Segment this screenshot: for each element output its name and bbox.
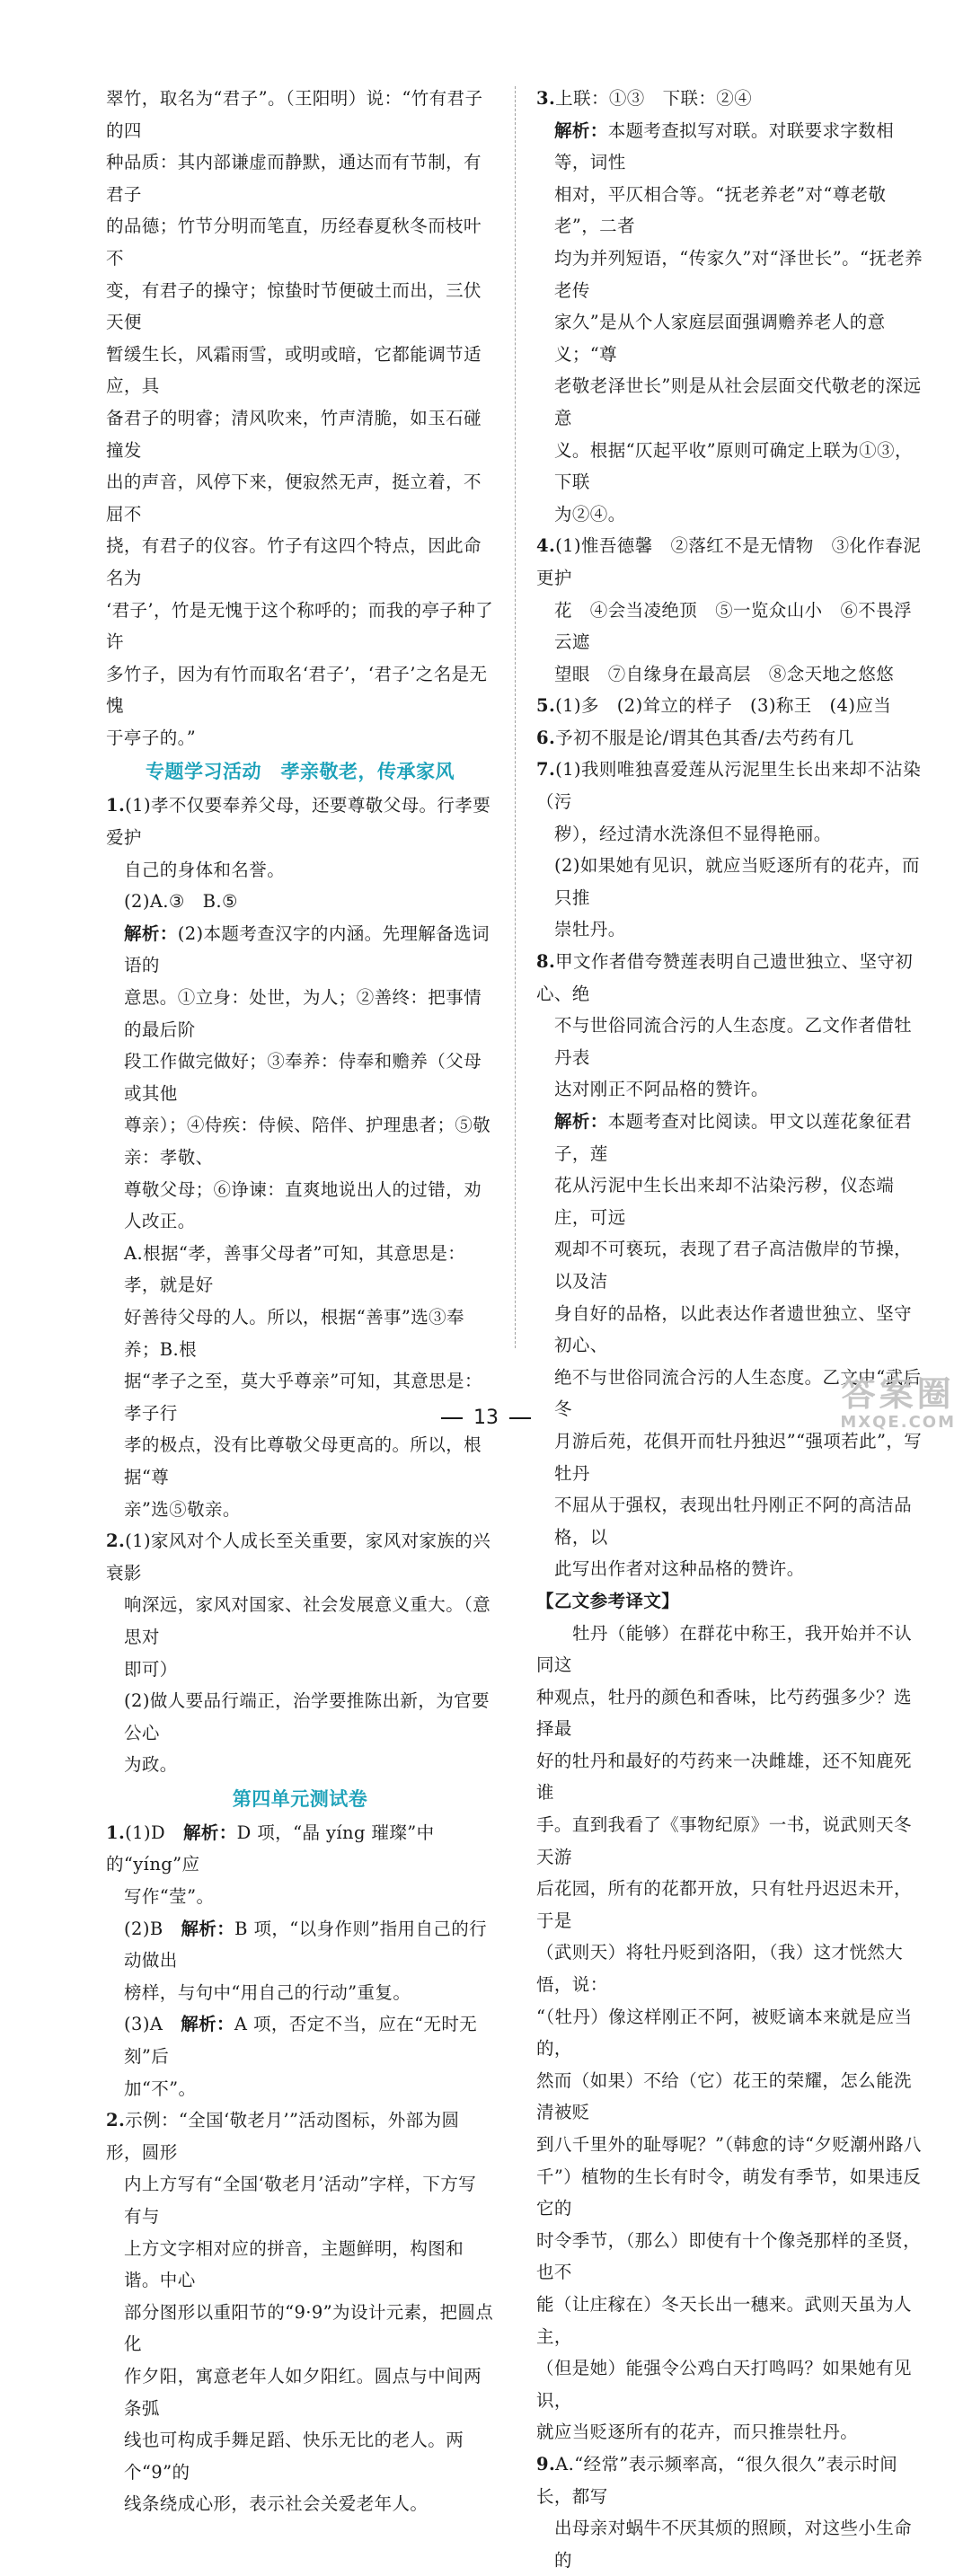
activity-question-1: 1.(1)孝不仅要奉养父母，还要尊敬父母。行孝要爱护 自己的身体和名誉。 (2)A.③ B.⑤ 解析：(2)本题考查汉字的内涵。先理解备选词语的 意思。①立身：处世，为人；②善终：把事情的最后阶 段工作做完做好；③奉养：侍奉和赡养（父母或其他 尊亲）；④侍疾：侍候、陪伴、护理患者；⑤敬亲：孝敬、 尊敬父母；⑥诤谏：直爽地说出人的过错，劝人改正。 A.根据“孝，善事父母者”可知，其意思是：孝，就是好 好善待父母的人。所以，根据“善事”选③奉养；B.根 据“孝子之至，莫大乎尊亲”可知，其意思是：孝子行 孝的极点，没有比尊敬父母更高的。所以，根据“尊 亲”选⑤敬亲。 (106, 790, 494, 1525)
text-line: 种观点，牡丹的颜色和香味，比芍药强多少？选择最 (536, 1686, 912, 1740)
text-line: 手。直到我看了《事物纪原》一书，说武则天冬天游 (536, 1814, 912, 1867)
text-line: 内上方写有“全国‘敬老月’活动”字样，下方写有与 (124, 2174, 477, 2227)
text-line: 出的声音，风停下来，便寂然无声，挺立着，不屈不 (106, 472, 482, 525)
text-line: 多竹子，因为有竹而取名‘君子’，‘君子’之名是无愧 (106, 663, 488, 717)
text-line: 绝不与世俗同流合污的人生态度。乙文中“武后冬 (554, 1366, 922, 1420)
watermark-logo: 答案圈 MXQE.COM (840, 1374, 956, 1432)
translation-block (536, 1585, 924, 2448)
intro-paragraph (106, 83, 494, 754)
text-line: 后花园，所有的花都开放，只有牡丹迟迟未开，于是 (536, 1878, 912, 1931)
question-number: 3. (536, 88, 556, 109)
text-line: 家久”是从个人家庭层面强调赡养老人的意义；“尊 (554, 312, 886, 365)
column-divider (515, 86, 516, 1348)
text-line: 线也可构成手舞足蹈、快乐无比的老人。两个“9”的 (124, 2430, 464, 2483)
text-line: 种品质：其内部谦虚而静默，通达而有节制，有君子 (106, 152, 482, 205)
test-question-4: 4.(1)惟吾德馨 ②落红不是无情物 ③化作春泥更护 花 ④会当凌绝顶 ⑤一览众山小 ⑥不畏浮云遮 望眼 ⑦自缘身在最高层 ⑧念天地之悠悠 (536, 535, 922, 684)
question-number: 5. (536, 695, 556, 717)
text-line: （但是她）能强令公鸡白天打鸣吗？如果她有见识， (536, 2358, 912, 2411)
question-number: 4. (536, 535, 556, 557)
test-question-8: 8.甲文作者借夸赞莲表明自己遗世独立、坚守初心、绝 不与世俗同流合污的人生态度。乙文作者借牡丹表 达对刚正不阿品格的赞许。 解析：本题考查对比阅读。甲文以莲花象征君子，莲 花从污泥中生长出来却不沾染污秽，仪态端庄，可远 观却不可亵玩，表现了君子高洁傲岸的节操，以及洁 身自好的品格，以此表达作者遗世独立、坚守初心、 绝不与世俗同流合污的人生态度。乙文中“武后冬 月游后苑，花俱开而牡丹独迟”“强项若此”，写牡丹 不屈从于强权，表现出牡丹刚正不阿的高洁品格，以 此写出作者对这种品格的赞许。 (536, 946, 924, 1585)
text-line: 好善待父母的人。所以，根据“善事”选③奉养；B.根 (124, 1306, 464, 1360)
test-question-3: 3.上联：①③ 下联：②④ 解析：本题考查拟写对联。对联要求字数相等，词性 相对，平仄相合等。“抚老养老”对“尊老敬老”，二者 均为并列短语，“传家久”对“泽世长”。“抚老养老传 家久”是从个人家庭层面强调赡养老人的意义；“尊 老敬老泽世长”则是从社会层面交代敬老的深远意 义。根据“仄起平收”原则可确定上联为①③，下联 为②④。 (536, 83, 924, 530)
text-line: 于亭子的。” (106, 727, 197, 748)
text-line: （武则天）将牡丹贬到洛阳，（我）这才恍然大悟，说： (536, 1942, 904, 1996)
text-line: 身自好的品格，以此表达作者遗世独立、坚守初心、 (554, 1302, 913, 1356)
test-question-2: 2.示例：“全国‘敬老月’”活动图标，外部为圆形，圆形 内上方写有“全国‘敬老月’活动”字样，下方写有与 上方文字相对应的拼音，主题鲜明，构图和谐。中心 部分图形以重阳节的“9·9”为设计元素，把圆点化 作夕阳，寓意老年人如夕阳红。圆点与中间两条弧 线也可构成手舞足蹈、快乐无比的老人。两个“9”的 线条绕成心形，表示社会关爱老年人。 (106, 2104, 494, 2520)
text-line: 翠竹，取名为“君子”。（王阳明）说：“竹有君子的四 (106, 88, 483, 141)
left-column (106, 83, 494, 2520)
text-line: 此写出作者对这种品格的赞许。 (554, 1558, 805, 1580)
text-line: 亲”选⑤敬亲。 (124, 1498, 241, 1520)
test-question-6: 6.予初不服是论/谓其色其香/去芍药有几 (536, 727, 854, 748)
footer-dash-left (441, 1417, 463, 1419)
right-column (536, 83, 924, 2576)
translation-title: 【乙文参考译文】 (536, 1590, 680, 1611)
text-line: 的品德；竹节分明而笔直，历经春夏秋冬而枝叶不 (106, 216, 482, 269)
page-footer (0, 1407, 972, 1429)
text-line: 意思。①立身：处世，为人；②善终：把事情的最后阶 (124, 987, 482, 1040)
text-line: 相对，平仄相合等。“抚老养老”对“尊老敬老”，二者 (554, 183, 887, 237)
question-number: 1. (106, 795, 126, 816)
question-number: 7. (536, 759, 556, 781)
question-number: 8. (536, 951, 556, 973)
translation-text (536, 1618, 924, 2448)
question-number: 6. (536, 727, 556, 748)
test-question-5: 5.(1)多 (2)耸立的样子 (3)称王 (4)应当 (536, 695, 892, 717)
text-line: 好的牡丹和最好的芍药来一决雌雄，还不知鹿死谁 (536, 1750, 912, 1804)
text-line: 尊亲）；④侍疾：侍候、陪伴、护理患者；⑤敬亲：孝敬、 (124, 1115, 491, 1168)
text-line: 段工作做完做好；③奉养：侍奉和赡养（父母或其他 (124, 1051, 482, 1104)
text-line: ‘君子’，竹是无愧于这个称呼的；而我的亭子种了许 (106, 599, 494, 653)
test-question-9: 9.A.“经常”表示频率高，“很久很久”表示时间长，都写 出母亲对蜗牛不厌其烦的照顾，对这些小生命的 (536, 2453, 913, 2571)
section-heading-unit-test: 第四单元测试卷 (232, 1787, 368, 1810)
text-line: 千”）植物的生长有时令，萌发有季节，如果违反它的 (536, 2166, 922, 2219)
text-line: 到八千里外的耻辱呢？”（韩愈的诗“夕贬潮州路八 (536, 2134, 922, 2155)
answer-text (106, 2168, 494, 2520)
analysis-label: 解析： (554, 1111, 608, 1132)
text-line: A.根据“孝，善事父母者”可知，其意思是：孝，就是好 (124, 1242, 466, 1296)
text-line: 孝的极点，没有比尊敬父母更高的。所以，根据“尊 (124, 1434, 482, 1487)
text-line: 暂缓生长，风霜雨雪，或明或暗，它都能调节适应，具 (106, 343, 482, 397)
text-line: 月游后苑，花俱开而牡丹独迟”“强项若此”，写牡丹 (554, 1430, 923, 1484)
text-line: “（牡丹）像这样刚正不阿，被贬谪本来就是应当的， (536, 2006, 913, 2060)
question-number: 9. (536, 2453, 556, 2475)
question-number: 2. (106, 2110, 126, 2131)
text-line: 为②④。 (554, 503, 626, 525)
text-line: 变，有君子的操守；惊蛰时节便破土而出，三伏天便 (106, 279, 482, 333)
text-line: 不屈从于强权，表现出牡丹刚正不阿的高洁品格，以 (554, 1495, 913, 1548)
text-line: 部分图形以重阳节的“9·9”为设计元素，把圆点化 (124, 2301, 494, 2355)
analysis-text (106, 982, 494, 1525)
text-line: 作夕阳，寓意老年人如夕阳红。圆点与中间两条弧 (124, 2365, 482, 2419)
text-line: 义。根据“仄起平收”原则可确定上联为①③，下联 (554, 439, 913, 493)
text-line: 备君子的明睿；清风吹来，竹声清脆，如玉石碰撞发 (106, 407, 482, 461)
analysis-text (536, 179, 924, 531)
text-line: 就应当贬逐所有的花卉，而只推崇牡丹。 (536, 2422, 859, 2443)
text-line: 挠，有君子的仪容。竹子有这四个特点，因此命名为 (106, 535, 482, 588)
text-line: 线条绕成心形，表示社会关爱老年人。 (124, 2493, 429, 2515)
page-number: 13 (473, 1407, 499, 1429)
section-heading-activity: 专题学习活动 孝亲敬老，传承家风 (146, 761, 455, 783)
analysis-label: 解析： (124, 922, 178, 944)
question-number: 1. (106, 1822, 126, 1843)
text-line: 均为并列短语，“传家久”对“泽世长”。“抚老养老传 (554, 247, 923, 301)
text-line: 上方文字相对应的拼音，主题鲜明，构图和谐。中心 (124, 2237, 464, 2291)
footer-dash-right (509, 1417, 531, 1419)
test-question-1: 1.(1)D 解析：D 项，“晶 yíng 璀璨”中的“yíng”应 写作“莹”。 (2)B 解析：B 项，“以身作则”指用自己的行动做出 榜样，与句中“用自己的行动”重复。 (3)A 解析：A 项，否定不当，应在“无时无刻”后 加“不”。 (106, 1822, 488, 2099)
text-line: 然而（如果）不给（它）花王的荣耀，怎么能洗清被贬 (536, 2069, 912, 2123)
analysis-label: 解析： (554, 119, 608, 141)
text-line: 花从污泥中生长出来却不沾染污秽，仪态端庄，可远 (554, 1175, 895, 1228)
text-line: 能（让庄稼在）冬天长出一穗来。武则天虽为人主， (536, 2293, 912, 2347)
text-line: 老敬老泽世长”则是从社会层面交代敬老的深远意 (554, 375, 922, 428)
text-line: 时令季节，（那么）即使有十个像尧那样的圣贤，也不 (536, 2229, 922, 2283)
text-line: 据“孝子之至，莫大乎尊亲”可知，其意思是：孝子行 (124, 1371, 482, 1424)
text-line: 牡丹（能够）在群花中称王，我开始并不认同这 (536, 1622, 913, 1676)
test-question-7: 7.(1)我则唯独喜爱莲从污泥里生长出来却不沾染（污 秽），经过清水洗涤但不显得艳丽。 (2)如果她有见识，就应当贬逐所有的花卉，而只推 崇牡丹。 (536, 759, 922, 940)
text-line: 观却不可亵玩，表现了君子高洁傲岸的节操，以及洁 (554, 1239, 913, 1292)
question-number: 2. (106, 1531, 126, 1552)
text-line: 尊敬父母；⑥诤谏：直爽地说出人的过错，劝人改正。 (124, 1178, 482, 1232)
activity-question-2: 2.(1)家风对个人成长至关重要，家风对家族的兴衰影 响深远，家风对国家、社会发展意义重大。（意思对 即可） (2)做人要品行端正，治学要推陈出新，为官要公心 为政。 (106, 1531, 491, 1776)
